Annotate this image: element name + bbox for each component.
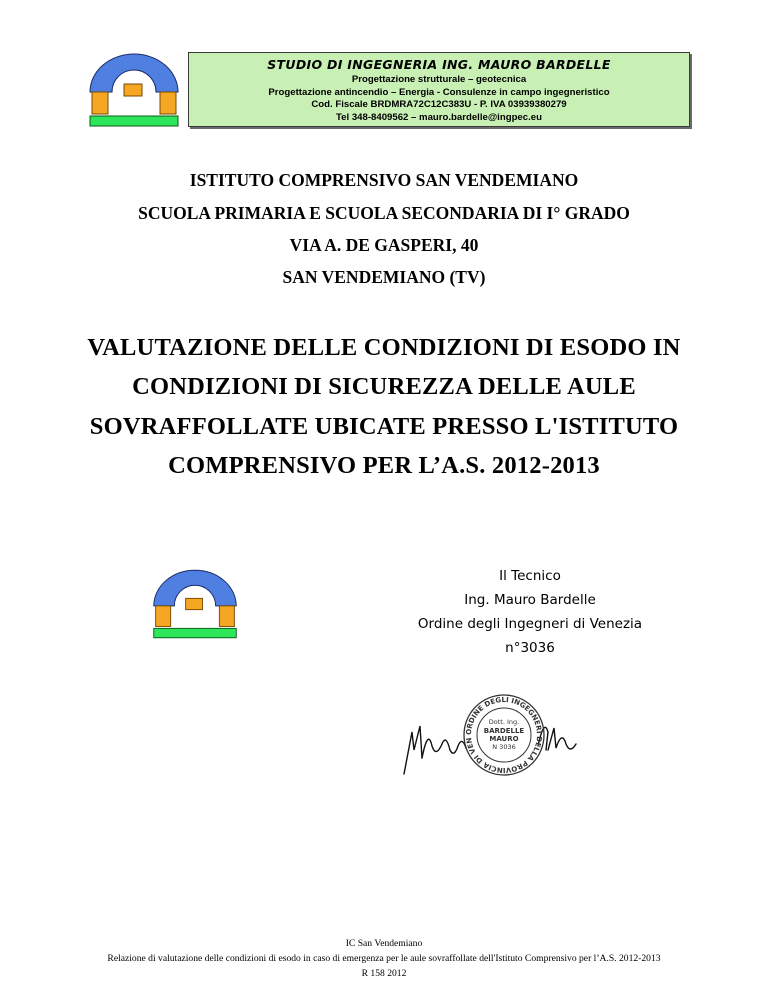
technician-number: n°3036 [505,640,555,656]
footer-description: Relazione di valutazione delle condizioni di esodo in caso di emergenza per le aule sovraffollate dell'Istituto Comprensivo per l’A.S. 2012-2013 [107,953,661,964]
stamp-number: N 3036 [492,743,516,751]
stamp-surname: BARDELLE [483,727,525,735]
header-services-line: Progettazione strutturale – geotecnica [351,74,527,85]
signature-with-stamp [398,688,578,783]
studio-logo-top [86,50,182,130]
school-name: ISTITUTO COMPRENSIVO SAN VENDEMIANO [189,170,579,190]
technician-name: Ing. Mauro Bardelle [464,592,596,608]
footer-school: IC San Vendemiano [345,938,423,949]
studio-logo-bottom [150,566,240,642]
school-address: VIA A. DE GASPERI, 40 [289,235,479,255]
document-title-line: VALUTAZIONE DELLE CONDIZIONI DI ESODO IN [87,334,681,361]
header-fiscal-line: Cod. Fiscale BRDMRA72C12C383U - P. IVA 03939380279 [311,99,567,110]
school-level: SCUOLA PRIMARIA E SCUOLA SECONDARIA DI I° GRADO [138,203,630,223]
stamp-title: Dott. Ing. [488,718,520,726]
studio-header-box [188,52,690,127]
document-title-line: COMPRENSIVO PER L’A.S. 2012-2013 [168,452,600,479]
technician-order: Ordine degli Ingegneri di Venezia [417,616,643,632]
document-title-line: CONDIZIONI DI SICUREZZA DELLE AULE [132,373,636,400]
school-city: SAN VENDEMIANO (TV) [282,267,486,287]
document-title-line: SOVRAFFOLLATE UBICATE PRESSO L'ISTITUTO [89,413,679,440]
studio-name: STUDIO DI INGEGNERIA ING. MAURO BARDELLE [267,57,611,72]
technician-role: Il Tecnico [499,568,561,584]
header-contact-line: Tel 348-8409562 – mauro.bardelle@ingpec.eu [336,111,542,123]
stamp-ring-text: ORDINE DEGLI INGEGNERI DELLA PROVINCIA DI VEN [464,695,544,775]
header-services-line: Progettazione antincendio – Energia - Consulenze in campo ingegneristico [268,86,610,98]
stamp-firstname: MAURO [489,735,519,743]
footer-reference: R 158 2012 [361,968,407,979]
